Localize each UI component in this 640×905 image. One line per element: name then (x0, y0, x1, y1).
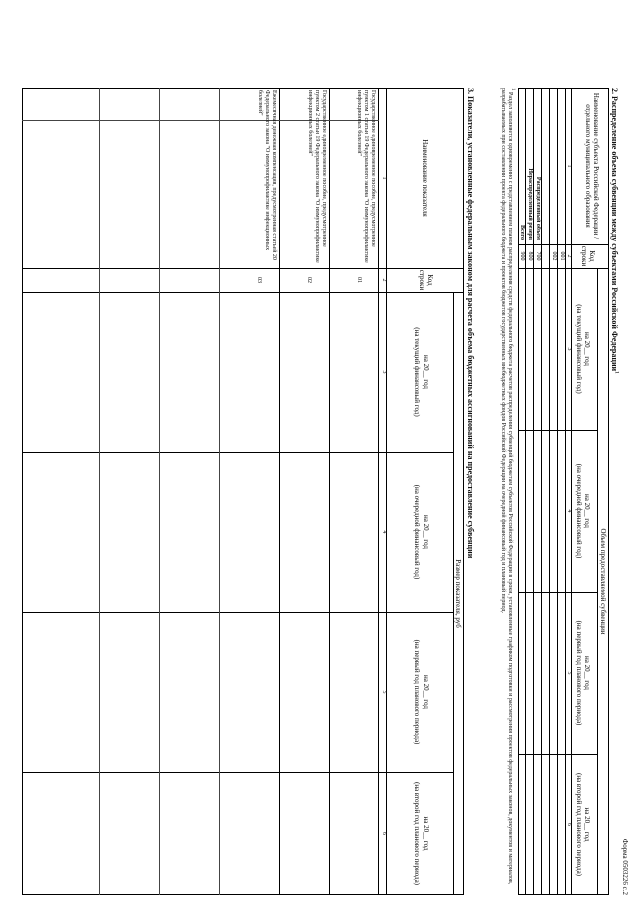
s3-period-5: на 20__ год (422, 675, 430, 709)
s2-colnum-6: 6 (566, 823, 572, 826)
s2-period-6: на 20__ год (583, 807, 591, 842)
section3-title: 3. Показатели, установленные федеральным законом для расчета объема бюджетных ассигнований на предоставление субвенции (466, 88, 475, 559)
s2-desc-4: (на очередной финансовый год) (575, 463, 583, 559)
s3-row-2-name: Государственное единовременное пособие, предусмотренное пунктом 2 статьи 19 Федерального закона "О иммунопрофилактике инфекционных болезней" (306, 90, 327, 263)
s3-period-4: на 20__ год (422, 515, 430, 549)
s3-desc-5: (на первый год планового периода) (413, 639, 421, 745)
s3-colnum-6: 6 (381, 832, 387, 835)
s3-desc-4: (на очередной финансовый год) (413, 484, 421, 580)
s3-row-1-name: Государственное единовременное пособие, предусмотренное пунктом 1 статьи 19 Федерального закона "О иммунопрофилактике инфекционных болезней" (355, 90, 376, 263)
s3-row-3-code: 03 (256, 277, 262, 283)
s2-header-name: Наименование субъекта Российской Федерации / отдельного муниципального образования (583, 92, 600, 240)
s3-desc-6: (на второй год планового периода) (413, 781, 421, 886)
s2-row-3-code: 700 (535, 251, 541, 261)
s2-colnum-3: 3 (566, 347, 572, 351)
s3-colnum-5: 5 (381, 690, 387, 694)
s3-colnum-2: 2 (381, 278, 387, 282)
s3-header-name: Наименование показателя (421, 139, 429, 217)
s2-row-3-name: Распределенный объем (535, 176, 541, 240)
s2-colnum-1: 1 (566, 164, 572, 168)
s2-row-2-code: 002 (551, 251, 557, 261)
s3-colnum-1: 1 (381, 176, 387, 180)
s3-desc-3: (на текущий финансовый год) (413, 327, 421, 417)
s3-header-code: Код строки (417, 269, 434, 291)
s2-row-5-name: Всего (519, 225, 525, 240)
s2-row-1-code: 001 (559, 251, 565, 261)
s2-colnum-2: 2 (566, 254, 572, 258)
s2-period-3: на 20__ год (583, 332, 591, 366)
s3-colnum-3: 3 (381, 370, 387, 374)
section2-title: 2. Распределение объема субвенции между субъектами Российской Федерации$^1$ (610, 88, 619, 374)
section2-footnote: $^1$ Раздел заполняется одновременно с представлением планов распределения средств федерального бюджета расчетов распределения субвенций бюджетам субъектов Российской Федерации в сроки, установленные графиком подготовки и рассмотрения проектов федеральных законов, документов и материалов, разрабатываемых при составлении проекта федерального бюджета и проектов бюджетов государственных внебюджетных фондов Российской Федерации на очередной финансовый год и плановый период. (499, 88, 515, 885)
s2-period-4: на 20__ год (583, 494, 591, 528)
s2-row-5-code: 900 (519, 251, 525, 261)
s2-row-4-code: 800 (527, 251, 533, 261)
s3-header-size: Размер показателя, руб (454, 559, 462, 628)
s2-header-code: Код строки (579, 245, 596, 267)
s2-desc-3: (на текущий финансовый год) (575, 304, 583, 394)
s3-period-6: на 20__ год (422, 816, 430, 851)
s3-row-2-code: 02 (306, 277, 312, 283)
s2-colnum-5: 5 (566, 671, 572, 675)
s3-colnum-4: 4 (381, 530, 387, 534)
s2-desc-5: (на первый год планового периода) (575, 620, 583, 726)
s2-colnum-4: 4 (566, 509, 572, 513)
s2-desc-6: (на второй год планового периода) (575, 772, 583, 877)
s2-period-5: на 20__ год (583, 656, 591, 690)
s2-header-volume: Объем предоставляемой субвенции (599, 528, 607, 635)
s2-row-4-name: Нераспределенный резерв (527, 168, 533, 240)
s3-row-1-code: 01 (356, 277, 362, 283)
s3-period-3: на 20__ год (422, 355, 430, 389)
s3-row-3-name: Ежемесячная денежная компенсация, предусмотренная статьей 20 Федерального закона "О иммунопрофилактике инфекционных болезней" (256, 90, 277, 260)
form-id: Форма 0503226 с.2 (621, 838, 629, 895)
